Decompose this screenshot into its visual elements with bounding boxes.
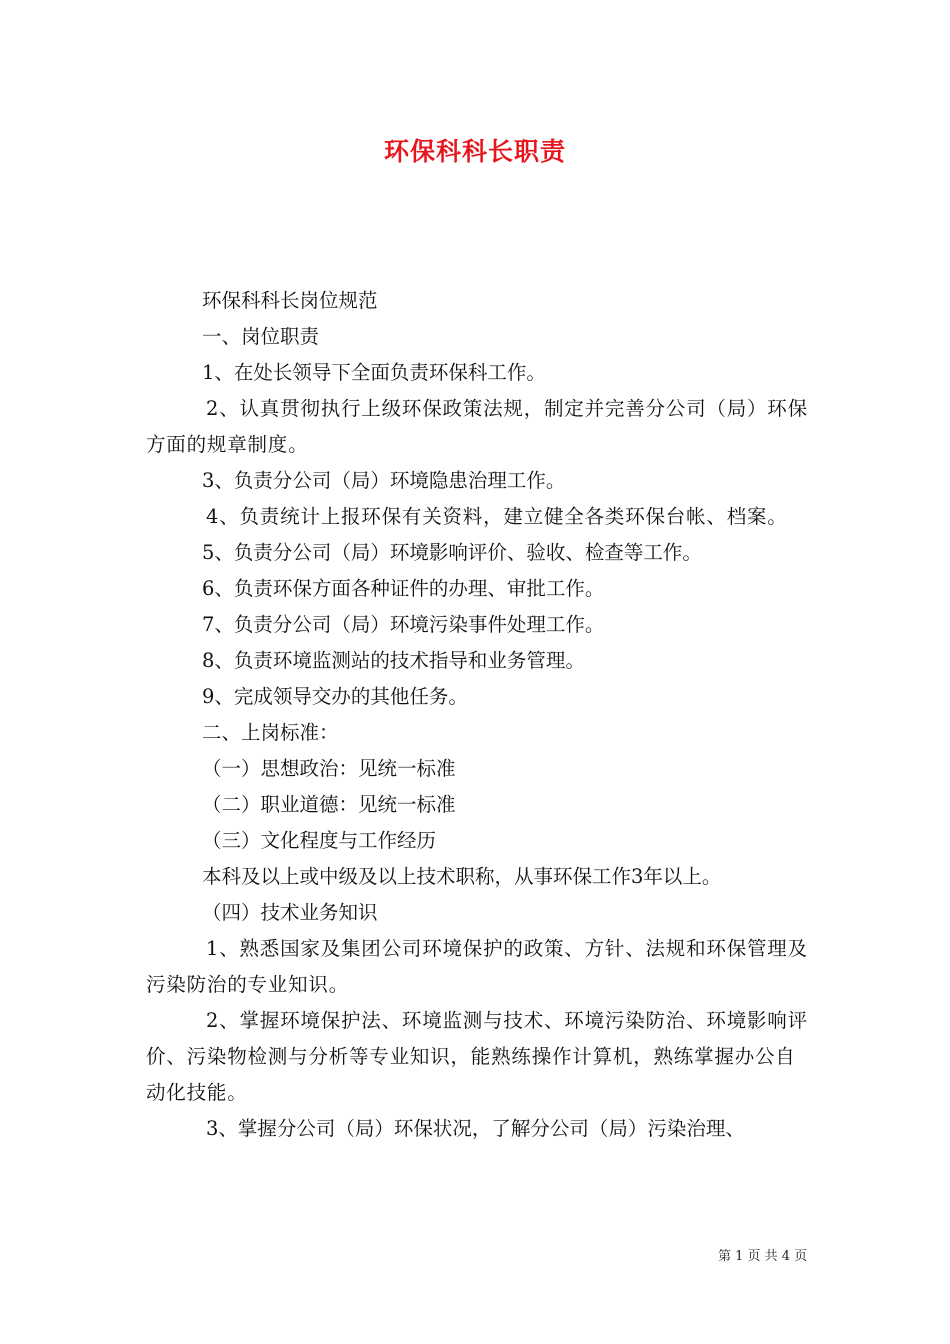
list-item: 6、负责环保方面各种证件的办理、审批工作。	[202, 577, 605, 600]
section-heading: 一、岗位职责	[202, 325, 320, 348]
list-item: （二）职业道德：见统一标准	[202, 793, 456, 816]
list-item: 3、负责分公司（局）环境隐患治理工作。	[202, 469, 566, 492]
list-item: 4、负责统计上报环保有关资料，建立健全各类环保台帐、档案。	[206, 505, 788, 528]
list-item: 2、认真贯彻执行上级环保政策法规，制定并完善分公司（局）环保方面的规章制度。	[146, 397, 808, 456]
list-item: 7、负责分公司（局）环境污染事件处理工作。	[202, 613, 605, 636]
list-item: 5、负责分公司（局）环境影响评价、验收、检查等工作。	[202, 541, 702, 564]
list-item: （四）技术业务知识	[202, 901, 378, 924]
list-item: （一）思想政治：见统一标准	[202, 757, 456, 780]
list-item: 3、掌握分公司（局）环保状况，了解分公司（局）污染治理、	[206, 1117, 745, 1140]
list-item: 8、负责环境监测站的技术指导和业务管理。	[202, 649, 585, 672]
list-item: （三）文化程度与工作经历	[202, 829, 437, 852]
document-title: 环保科科长职责	[383, 137, 566, 166]
list-item: 2、掌握环境保护法、环境监测与技术、环境污染防治、环境影响评价、污染物检测与分析等专业知识，能熟练操作计算机，熟练掌握办公自动化技能。	[146, 1009, 808, 1104]
list-item: 1、熟悉国家及集团公司环境保护的政策、方针、法规和环保管理及污染防治的专业知识。	[146, 937, 808, 996]
document-body	[146, 283, 810, 1147]
paragraph: 环保科科长岗位规范	[202, 289, 378, 312]
list-item: 9、完成领导交办的其他任务。	[202, 685, 468, 708]
paragraph: 本科及以上或中级及以上技术职称，从事环保工作3年以上。	[202, 865, 722, 888]
section-heading: 二、上岗标准：	[202, 721, 339, 744]
page-number: 第 1 页 共 4 页	[718, 1249, 808, 1264]
list-item: 1、在处长领导下全面负责环保科工作。	[202, 361, 546, 384]
